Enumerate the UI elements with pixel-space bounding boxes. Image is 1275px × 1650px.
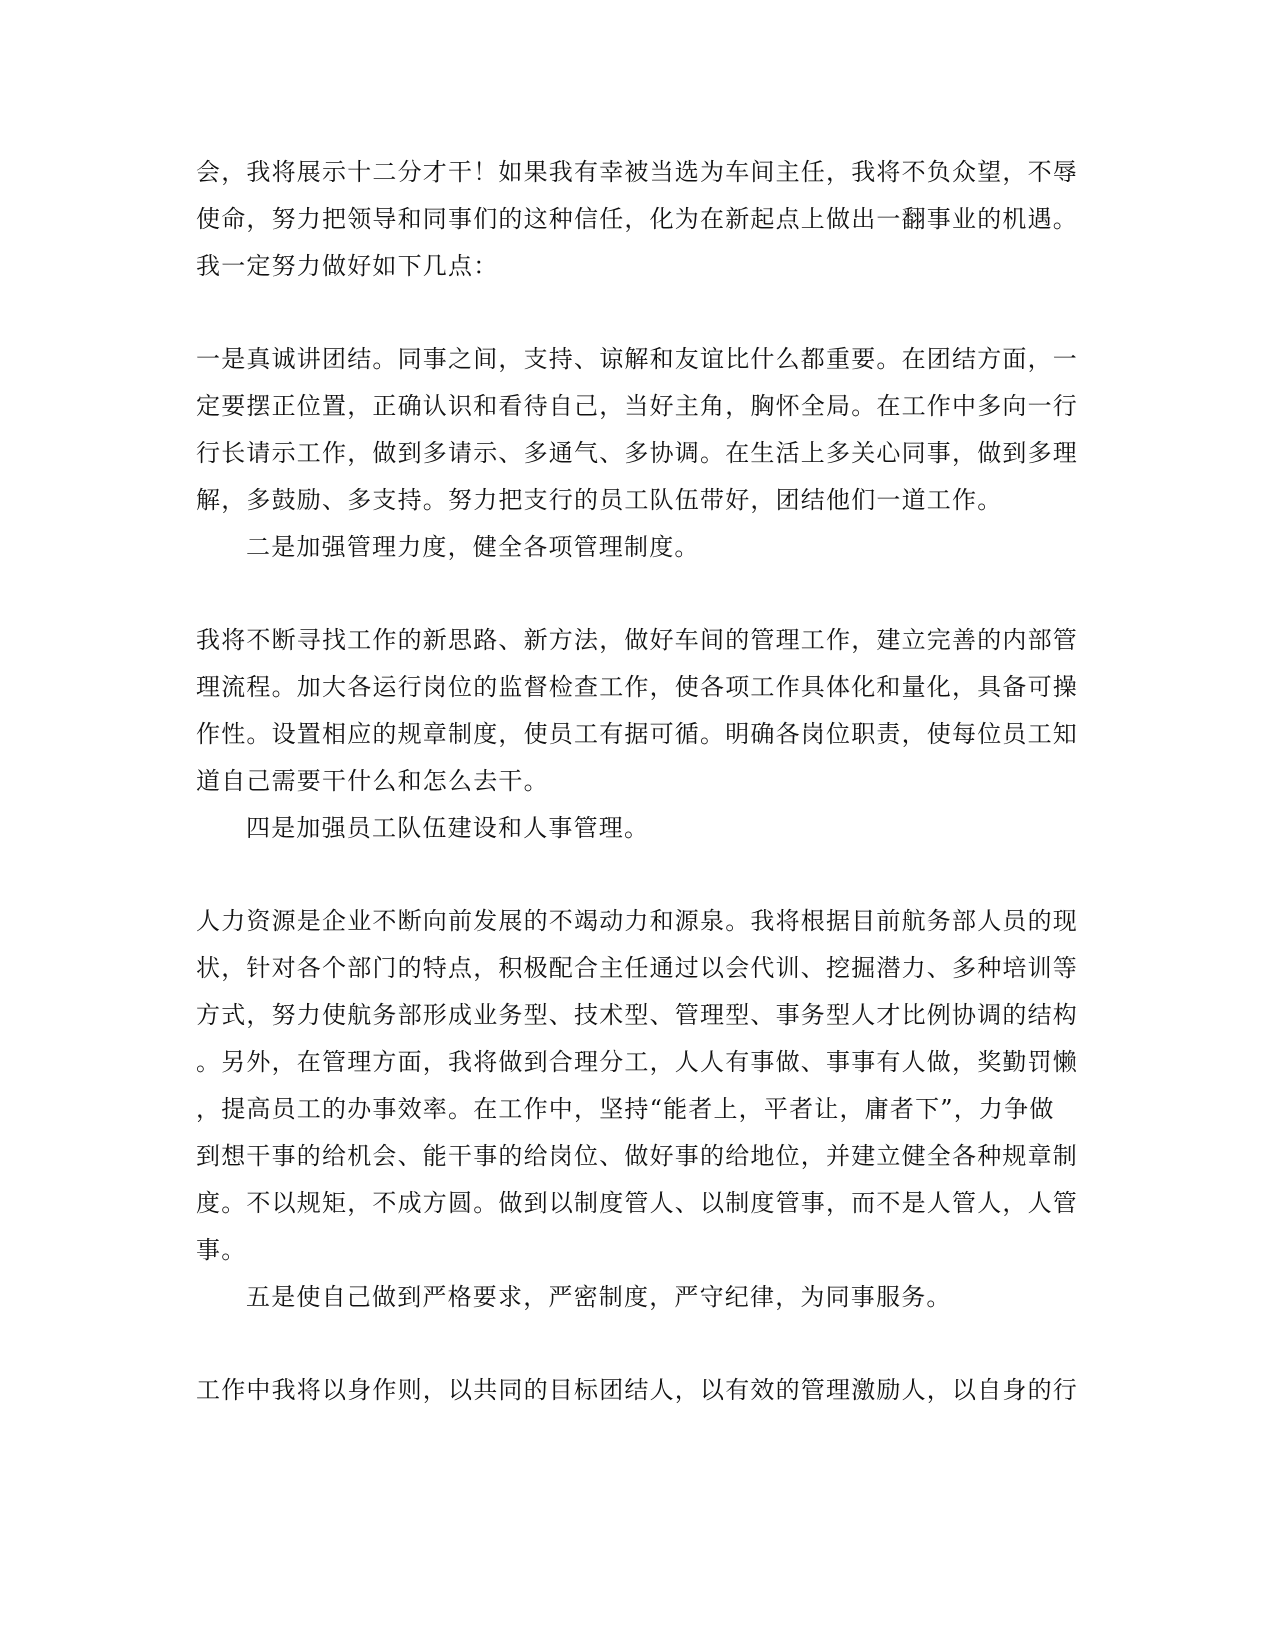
- text-line: 度。不以规矩，不成方圆。做到以制度管人、以制度管事，而不是人管人，人管: [196, 1189, 1078, 1217]
- text-line: 到想干事的给机会、能干事的给岗位、做好事的给地位，并建立健全各种规章制: [196, 1142, 1078, 1170]
- text-line: 作性。设置相应的规章制度，使员工有据可循。明确各岗位职责，使每位员工知: [196, 720, 1078, 748]
- text-line: 道自己需要干什么和怎么去干。: [196, 767, 549, 795]
- text-line: 。另外，在管理方面，我将做到合理分工，人人有事做、事事有人做，奖勤罚懒: [196, 1048, 1078, 1076]
- text-line: 解，多鼓励、多支持。努力把支行的员工队伍带好，团结他们一道工作。: [196, 486, 1003, 514]
- section-heading: 四是加强员工队伍建设和人事管理。: [246, 814, 650, 842]
- text-line: 一是真诚讲团结。同事之间，支持、谅解和友谊比什么都重要。在团结方面，一: [196, 345, 1078, 373]
- section-heading: 二是加强管理力度，健全各项管理制度。: [246, 533, 700, 561]
- text-line: 工作中我将以身作则，以共同的目标团结人，以有效的管理激励人，以自身的行: [196, 1376, 1078, 1404]
- text-line: 我将不断寻找工作的新思路、新方法，做好车间的管理工作，建立完善的内部管: [196, 626, 1078, 654]
- text-line: 方式，努力使航务部形成业务型、技术型、管理型、事务型人才比例协调的结构: [196, 1001, 1078, 1029]
- text-line: 事。: [196, 1236, 247, 1264]
- text-line: 行长请示工作，做到多请示、多通气、多协调。在生活上多关心同事，做到多理: [196, 439, 1078, 467]
- text-line: 我一定努力做好如下几点：: [196, 252, 499, 280]
- text-line: 定要摆正位置，正确认识和看待自己，当好主角，胸怀全局。在工作中多向一行: [196, 392, 1078, 420]
- section-heading: 五是使自己做到严格要求，严密制度，严守纪律，为同事服务。: [246, 1283, 952, 1311]
- text-line: 会，我将展示十二分才干！如果我有幸被当选为车间主任，我将不负众望，不辱: [196, 158, 1078, 186]
- text-line: 使命，努力把领导和同事们的这种信任，化为在新起点上做出一翻事业的机遇。: [196, 205, 1078, 233]
- text-line: 理流程。加大各运行岗位的监督检查工作，使各项工作具体化和量化，具备可操: [196, 673, 1078, 701]
- text-line: 状，针对各个部门的特点，积极配合主任通过以会代训、挖掘潜力、多种培训等: [196, 954, 1078, 982]
- text-line: ，提高员工的办事效率。在工作中，坚持“能者上，平者让，庸者下”，力争做: [196, 1095, 1055, 1123]
- text-line: 人力资源是企业不断向前发展的不竭动力和源泉。我将根据目前航务部人员的现: [196, 907, 1078, 935]
